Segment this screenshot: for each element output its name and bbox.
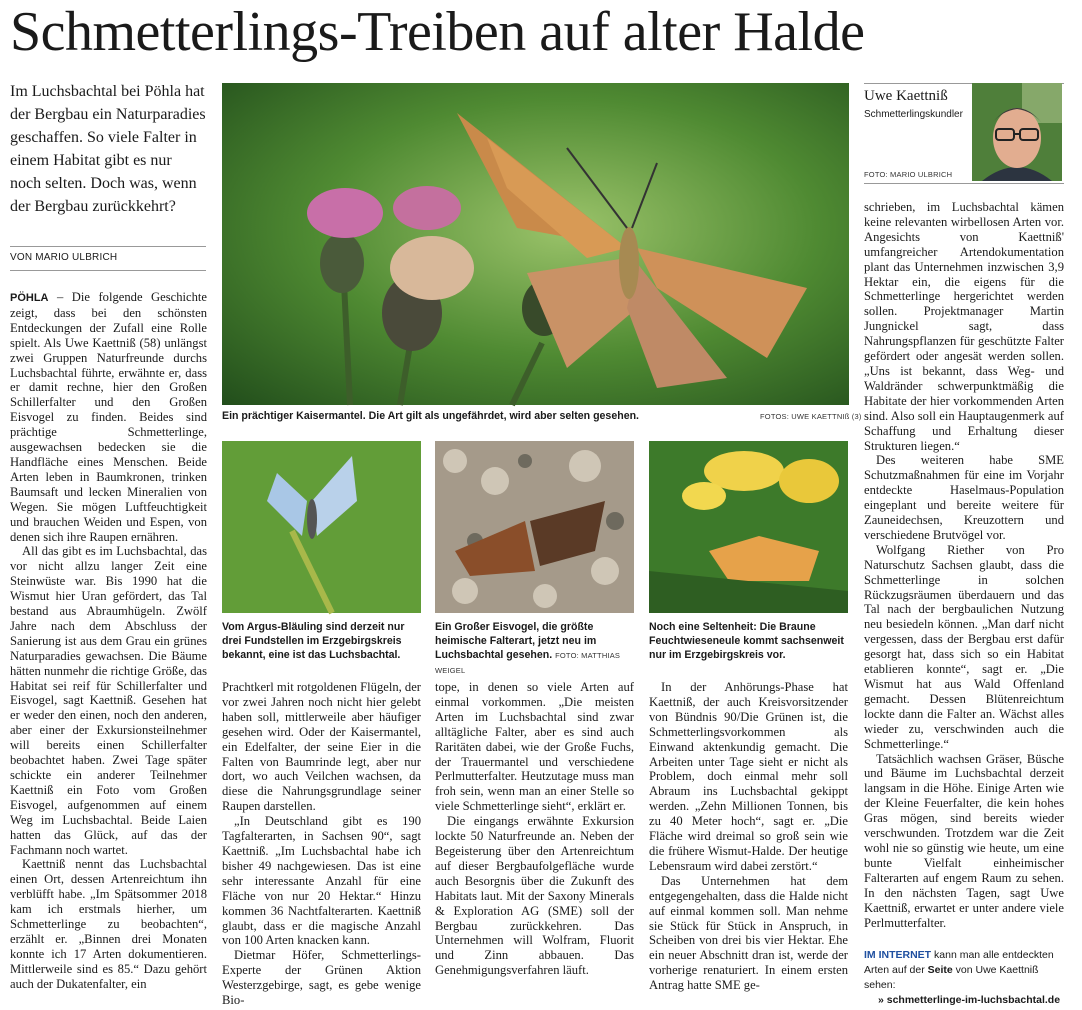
- photo-caption: Noch eine Seltenheit: Die Braune Feuchtwieseneule kommt sachsenweit nur im Erzgebirgskreis vor.: [649, 621, 844, 661]
- photo-credit: FOTO: MARIO ULBRICH: [864, 170, 953, 179]
- paragraph: schrieben, im Luchsbachtal kämen keine relevanten wirbellosen Arten vor. Angesichts von Kaettniß' umfangreicher Artendokumentation plant das Unternehmen inzwischen 3,9 Hektar ein, die eigens für die Schmetterlinge hergerichtet werden sollen. Projektmanager Martin Jungnickel sagt, dass Nahrungspflanzen für geschützte Falter gefördert oder angesät werden sollen. „Uns ist bekannt, dass Weg- und Waldränder schwerpunktmäßig die Habitate der hier vorkommenden Arten sind. Also soll ein Hauptaugenmerk auf Schaffung und Erhaltung dieser Strukturen liegen.“: [864, 200, 1064, 453]
- divider: [10, 246, 206, 247]
- paragraph: „In Deutschland gibt es 190 Tagfalterarten, in Sachsen 90“, sagt Kaettniß. „Im Luchsbachtal habe ich bisher 49 nachgewiesen. Das ist eine sehr interessante Anzahl für eine Fläche von nur 20 Hektar.“ Hinzu kommen 36 Nachtfalterarten. Kaettniß glaubt, dass er die magische Anzahl von 100 Arten knacken kann.: [222, 814, 421, 948]
- byline: VON MARIO ULBRICH: [10, 252, 118, 263]
- dateline: PÖHLA: [10, 292, 49, 304]
- article-column-4: [649, 680, 848, 995]
- portrait-photo: [972, 83, 1062, 181]
- article-column-2: [222, 680, 422, 1008]
- website-link[interactable]: » schmetterlinge-im-luchsbachtal.de: [878, 994, 1061, 1006]
- photo-caption: Vom Argus-Bläuling sind derzeit nur drei Fundstellen im Erzgebirgskreis bekannt, eine ist das Luchsbachtal.: [222, 621, 405, 661]
- paragraph: Tatsächlich wachsen Gräser, Büsche und Bäume im Luchsbachtal derzeit langsam in die Höhe. Einige Arten wie der Kleine Feuerfalter, die kein hohes Gras mögen, sind bereits wieder verschwunden. Trotzdem war die Zeit wohl nie so günstig wie heute, um eine bunte Vielfalt einheimischer Falterarten auf engem Raum zu sehen. In den nächsten Tagen, sagt Uwe Kaettniß, erwartet er unter andere viele Perlmutterfalter.: [864, 751, 1064, 930]
- paragraph: All das gibt es im Luchsbachtal, das vor nicht allzu langer Zeit eine Steinwüste war. Bis 1990 hat die Wismut hier Uran gefördert, das Tal bestand aus Abraumhügeln. Zwölf Jahre nach dem Abschluss der Sanierung ist aus dem Grau ein grünes Naturparadies gewachsen. Die Bäume hätten nunmehr die richtige Größe, das Habitat sei reif für Schillerfalter und Eisvogel, sagt Kaettniß. Gesehen hat er weder den einen, noch den anderen, aber einer der Exkursionsteilnehmer will bereits einen Schillerfalter beobachtet haben. Zwei Tage später schickte ein anderer Teilnehmer Kaettniß ein Foto vom Großen Eisvogel, aufgenommen auf einem Weg im Luchsbachtal. Beide Laien hatten das Glück, auf das der Fachmann noch wartet.: [10, 544, 207, 857]
- portrait-role: Schmetterlingskundler: [864, 109, 963, 120]
- article-column-5: [864, 200, 1064, 938]
- photo-credit: FOTO: MATTHIAS WEIGEL: [435, 651, 621, 675]
- paragraph: Dietmar Höfer, Schmetterlings-Experte der Grünen Aktion Westerzgebirge, sagt, es gebe wenige Bio-: [222, 948, 421, 1008]
- headline: Schmetterlings-Treiben auf alter Halde: [10, 1, 865, 63]
- divider: [10, 270, 206, 271]
- paragraph: Wolfgang Riether von Pro Naturschutz Sachsen glaubt, dass die Schmetterlinge in solchen Rückzugsräumen überdauern und das Tal nach der bergbaulichen Nutzung neu besiedeln können. „Man darf nicht vergessen, dass der Bergbau erst dafür gesorgt hat, dass sich so ein Habitat etablieren konnte“, sagt er. „Die Wismut hat aus Wald Offenland gemacht. Dessen Blütenreichtum lockte dann die Falter an. Wächst alles wieder zu, verschwinden auch die Schmetterlinge.“: [864, 542, 1064, 751]
- photo-caption: Ein Großer Eisvogel, die größte heimische Falterart, jetzt neu im Luchsbachtal gesehen. FOTO: MATTHIAS WEIGEL: [435, 621, 621, 675]
- photo-argus-blaeuling: [222, 441, 421, 613]
- divider: [864, 183, 1064, 184]
- article-column-3: [435, 680, 634, 995]
- photo-feuchtwieseneule: [649, 441, 848, 613]
- internet-note: IM INTERNET kann man alle entdeckten Arten auf der Seite von Uwe Kaettniß sehen: » schmetterlinge-im-luchsbachtal.de: [864, 949, 1061, 1006]
- paragraph: Des weiteren habe SME Schutzmaßnahmen für eine im Vorjahr entdeckte Haselmaus-Population eingeplant und bereite weitere für Zauneidechsen, Kreuzottern und verschiedene Brutvögel vor.: [864, 453, 1064, 542]
- paragraph: Das Unternehmen hat dem entgegengehalten, dass die Halde nicht auf einmal kommen soll. Man nehme sie Stück für Stück in Anspruch, in Scheiben von drei bis vier Hektar. Ehe ein neuer Abschnitt dran ist, werde der vorherige renaturiert. In einem ersten Antrag hatte SME ge-: [649, 873, 848, 993]
- photo-kaisermantel: [222, 83, 849, 405]
- photo-caption: Ein prächtiger Kaisermantel. Die Art gilt als ungefährdet, wird aber selten gesehen.: [222, 410, 639, 422]
- portrait-name: Uwe Kaettniß: [864, 88, 948, 104]
- paragraph: In der Anhörungs-Phase hat Kaettniß, der auch Kreisvorsitzender von Bündnis 90/Die Grünen ist, die Schmetterlingsvorkommen als Einwand aktenkundig gemacht. Die Arbeiten unter Tage sieht er nicht als Problem, doch einmal mehr soll Abraum ins Luchsbachtal gekippt werden. „Zehn Millionen Tonnen, bis zu 40 Meter hoch“, sagt er. „Die Fläche wird dreimal so groß sein wie die frühere Wismut-Halde. Der heutige Lebensraum wird dabei zerstört.“: [649, 680, 848, 873]
- lead-text: Im Luchsbachtal bei Pöhla hat der Bergbau ein Naturparadies geschaffen. So viele Falter in einem Habitat gibt es nur noch selten. Doch was, wenn der Bergbau zurückkehrt?: [10, 83, 206, 215]
- paragraph: Die eingangs erwähnte Exkursion lockte 50 Naturfreunde an. Neben der Begeisterung über den Artenreichtum auf dieser Bergbaufolgefläche wurde auch Besorgnis über die Zukunft des Habitats laut. Mit der Saxony Minerals & Exploration AG (SME) soll der Bergbau zurückkehren. Das Unternehmen will Wolfram, Fluorit und Zinn abbauen. Das Genehmigungsverfahren läuft.: [435, 814, 634, 978]
- paragraph: Prachtkerl mit rotgoldenen Flügeln, der vor zwei Jahren noch nicht hier gelebt haben soll, mittlerweile aber häufiger gesehen wird. Oder der Kaisermantel, ein Edelfalter, der seine Eier in die Falten von Baumrinde legt, aber nur dort, wo auch Veilchen wachsen, da diese die Nahrungsgrundlage seiner Raupen darstellen.: [222, 680, 422, 814]
- photo-credit: FOTOS: UWE KAETTNIß (3): [760, 412, 862, 421]
- photo-grosser-eisvogel: [435, 441, 634, 613]
- internet-label: IM INTERNET: [864, 949, 932, 961]
- paragraph: Kaettniß nennt das Luchsbachtal einen Ort, dessen Artenreichtum ihn verblüfft habe. „Im Spätsommer 2018 kam ich erstmals hierher, um Schmetterlinge zu beobachten“, erzählt er. „Binnen drei Monaten konnte ich 17 Arten dokumentieren. Mittlerweile sind es 85.“ Dazu gehört auch der Dukatenfalter, ein: [10, 857, 207, 991]
- article-column-1: [10, 290, 207, 995]
- paragraph: – Die folgende Geschichte zeigt, dass bei den schönsten Entdeckungen der Zufall eine Rolle spielt. Als Uwe Kaettniß (58) unlängst zwei Gruppen Naturfreunde durchs Luchsbachtal führte, erwähnte er, dass er damit rechne, hier den Großen Schillerfalter und den Großen Eisvogel zu finden. Beides sind prächtige Schmetterlinge, ausgewachsen bedecken sie die Handfläche eines Menschen. Beide Arten leben in Baumkronen, trinken Baumsaft und lecken Mineralien von Wegen. Sie mögen Luftfeuchtigkeit und brauchen Weiden und Espen, von denen sich ihre Raupen ernähren.: [10, 290, 207, 544]
- paragraph: tope, in denen so viele Arten auf einmal vorkommen. „Die meisten Arten im Luchsbachtal sind zwar alltägliche Falter, aber es sind auch Raritäten dabei, wie der Große Fuchs, der Trauermantel und verschiedene Perlmutterfalter. Heutzutage muss man froh sein, wenn man an einer Stelle so viele Schmetterlinge sieht“, erklärt er.: [435, 680, 634, 814]
